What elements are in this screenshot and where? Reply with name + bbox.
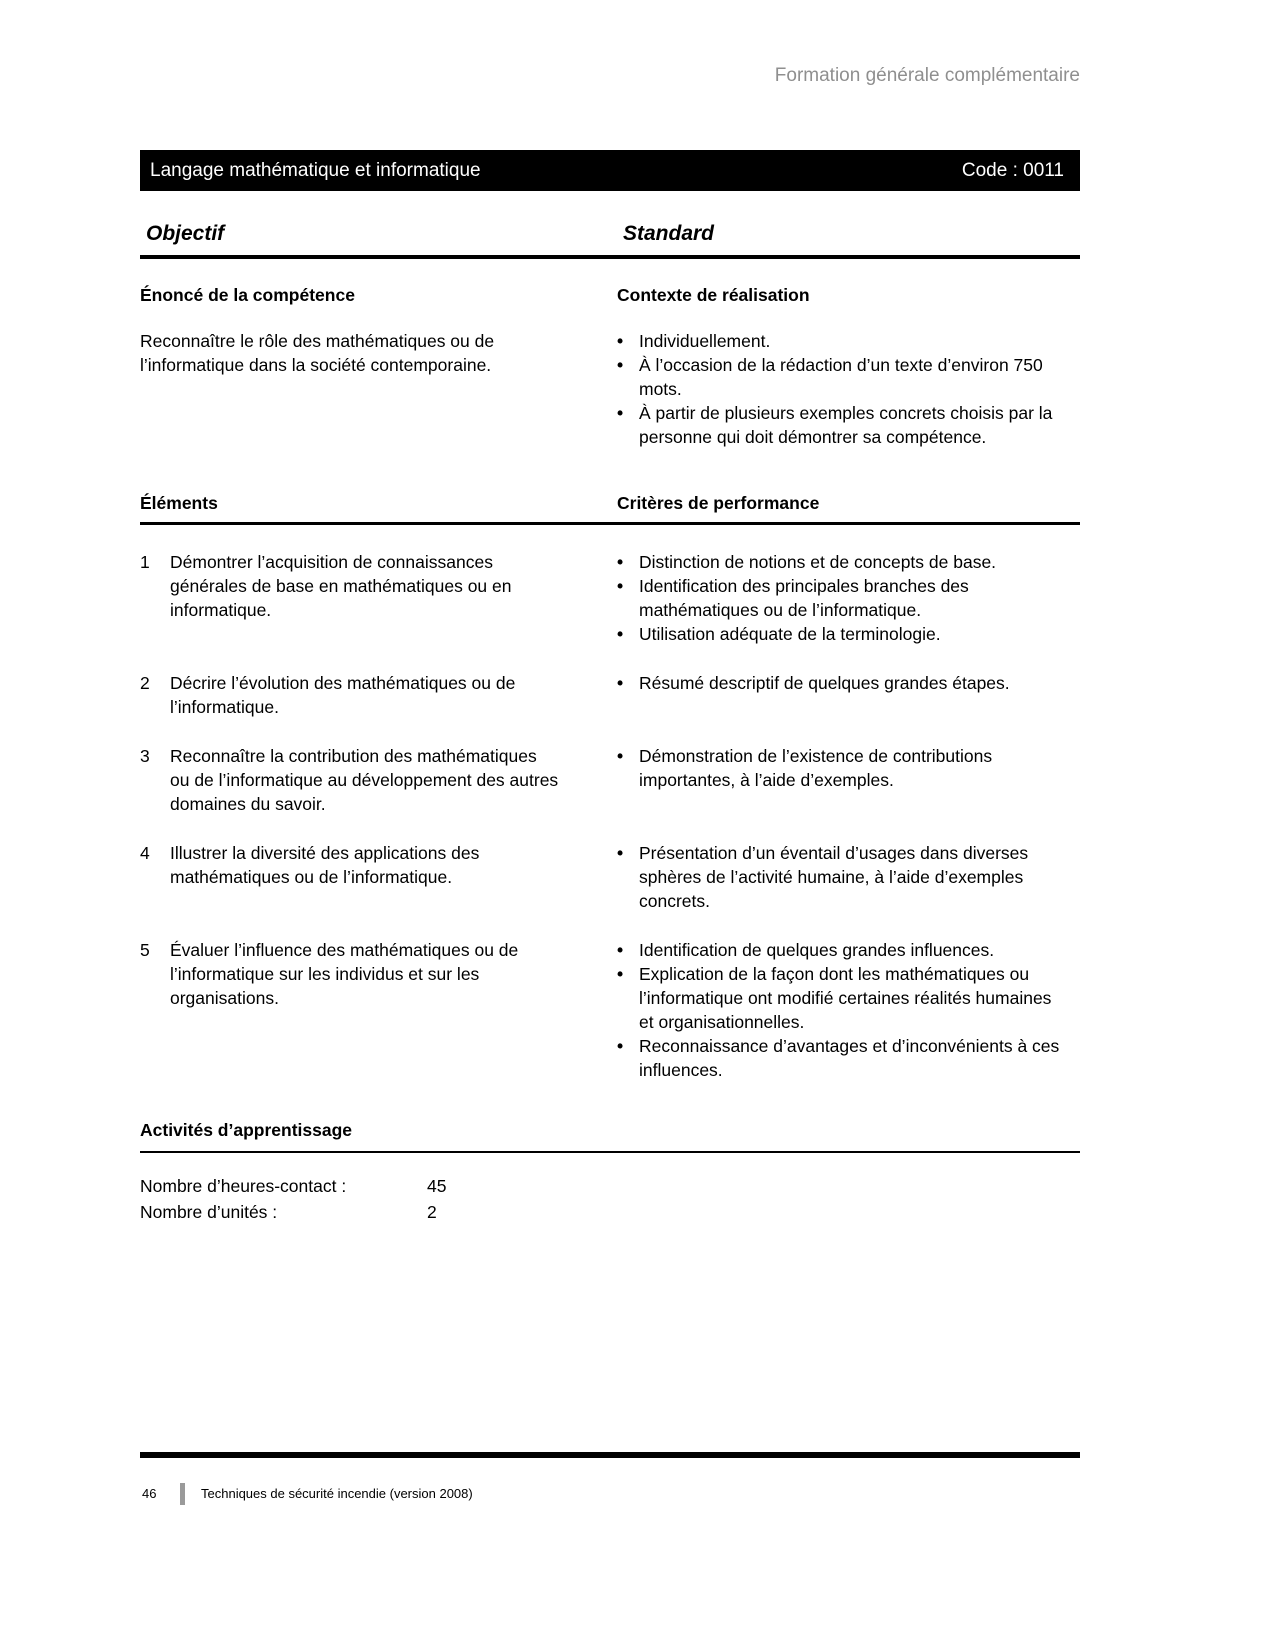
standard-heading: Standard (623, 222, 715, 245)
elements-criteres-list (140, 550, 1080, 1082)
element-item (140, 841, 617, 913)
page-number: 46 (142, 1486, 157, 1501)
criteres-group (617, 550, 1080, 646)
list-item (617, 622, 1062, 646)
elements-headings-row (140, 491, 1080, 525)
page-footer (142, 1483, 473, 1505)
running-header: Formation générale complémentaire (774, 65, 1080, 86)
bullet-icon (617, 1034, 639, 1082)
element-text: Évaluer l’influence des mathématiques ou de l’informatique sur les individus et sur les organisations. (170, 940, 519, 1008)
list-item (617, 401, 1062, 449)
element-row (140, 938, 1080, 1082)
bullet-icon (617, 622, 639, 646)
list-item (617, 574, 1062, 622)
activities-section (140, 1118, 1080, 1225)
main-content (140, 222, 1080, 1225)
bullet-icon (617, 744, 639, 792)
element-row (140, 671, 1080, 719)
critere-text: Identification de quelques grandes influences. (639, 940, 995, 960)
element-number: 3 (140, 746, 150, 766)
bullet-icon (617, 353, 639, 401)
activity-label: Nombre d’unités : (140, 1202, 278, 1222)
activity-value: 2 (427, 1202, 437, 1222)
list-item (617, 329, 1062, 353)
competence-contexte-section (140, 283, 1080, 449)
critere-text: Démonstration de l’existence de contributions importantes, à l’aide d’exemples. (639, 746, 993, 790)
critere-text: Utilisation adéquate de la terminologie. (639, 624, 941, 644)
element-text: Reconnaître la contribution des mathématiques ou de l’informatique au développement des autres domaines du savoir. (170, 746, 559, 814)
enonce-cell (140, 283, 617, 449)
objectif-heading: Objectif (146, 222, 225, 245)
element-item (140, 744, 617, 816)
footer-text: Techniques de sécurité incendie (version 2008) (201, 1486, 473, 1501)
footer-divider (180, 1483, 185, 1505)
element-row (140, 841, 1080, 913)
critere-text: Présentation d’un éventail d’usages dans diverses sphères de l’activité humaine, à l’aide d’exemples concrets. (639, 843, 1029, 911)
element-number: 5 (140, 940, 150, 960)
list-item (617, 353, 1062, 401)
bullet-icon (617, 401, 639, 449)
element-item (140, 550, 617, 646)
activity-value: 45 (427, 1176, 447, 1196)
list-item (617, 938, 1062, 962)
course-title-bar (140, 150, 1080, 191)
contexte-bullet: À l’occasion de la rédaction d’un texte d’environ 750 mots. (639, 355, 1043, 399)
footer-rule (140, 1452, 1080, 1458)
list-item (617, 744, 1062, 792)
column-headings-row (140, 222, 1080, 259)
list-item (617, 1034, 1062, 1082)
element-number: 4 (140, 843, 150, 863)
bullet-icon (617, 962, 639, 1034)
criteres-heading: Critères de performance (617, 493, 820, 513)
activities-rows (140, 1173, 1080, 1225)
critere-text: Distinction de notions et de concepts de base. (639, 552, 997, 572)
activity-label: Nombre d’heures-contact : (140, 1176, 347, 1196)
element-number: 2 (140, 673, 150, 693)
enonce-heading: Énoncé de la compétence (140, 285, 355, 305)
elements-heading: Éléments (140, 493, 218, 513)
bullet-icon (617, 329, 639, 353)
course-title: Langage mathématique et informatique (150, 159, 481, 181)
criteres-group (617, 841, 1080, 913)
list-item (617, 962, 1062, 1034)
critere-text: Résumé descriptif de quelques grandes étapes. (639, 673, 1010, 693)
contexte-cell (617, 283, 1080, 449)
bullet-icon (617, 938, 639, 962)
criteres-group (617, 744, 1080, 816)
contexte-bullet: Individuellement. (639, 331, 771, 351)
criteres-group (617, 671, 1080, 719)
course-code: Code : 0011 (961, 159, 1064, 181)
criteres-group (617, 938, 1080, 1082)
element-item (140, 938, 617, 1082)
contexte-bullet: À partir de plusieurs exemples concrets choisis par la personne qui doit démontrer sa compétence. (639, 403, 1053, 447)
list-item (617, 550, 1062, 574)
element-row (140, 744, 1080, 816)
element-text: Démontrer l’acquisition de connaissances générales de base en mathématiques ou en informatique. (170, 552, 512, 620)
activities-heading: Activités d’apprentissage (140, 1118, 1080, 1153)
contexte-heading: Contexte de réalisation (617, 285, 810, 305)
enonce-text: Reconnaître le rôle des mathématiques ou de l’informatique dans la société contemporaine. (140, 331, 495, 375)
element-row (140, 550, 1080, 646)
bullet-icon (617, 550, 639, 574)
critere-text: Identification des principales branches des mathématiques ou de l’informatique. (639, 576, 969, 620)
activity-row (140, 1173, 1080, 1199)
bullet-icon (617, 841, 639, 913)
list-item (617, 841, 1062, 913)
activity-row (140, 1199, 1080, 1225)
critere-text: Explication de la façon dont les mathématiques ou l’informatique ont modifié certaines réalités humaines et organisationnelles. (639, 964, 1052, 1032)
element-text: Décrire l’évolution des mathématiques ou de l’informatique. (170, 673, 516, 717)
element-item (140, 671, 617, 719)
element-text: Illustrer la diversité des applications des mathématiques ou de l’informatique. (170, 843, 480, 887)
list-item (617, 671, 1062, 695)
critere-text: Reconnaissance d’avantages et d’inconvénients à ces influences. (639, 1036, 1060, 1080)
bullet-icon (617, 574, 639, 622)
bullet-icon (617, 671, 639, 695)
element-number: 1 (140, 552, 150, 572)
